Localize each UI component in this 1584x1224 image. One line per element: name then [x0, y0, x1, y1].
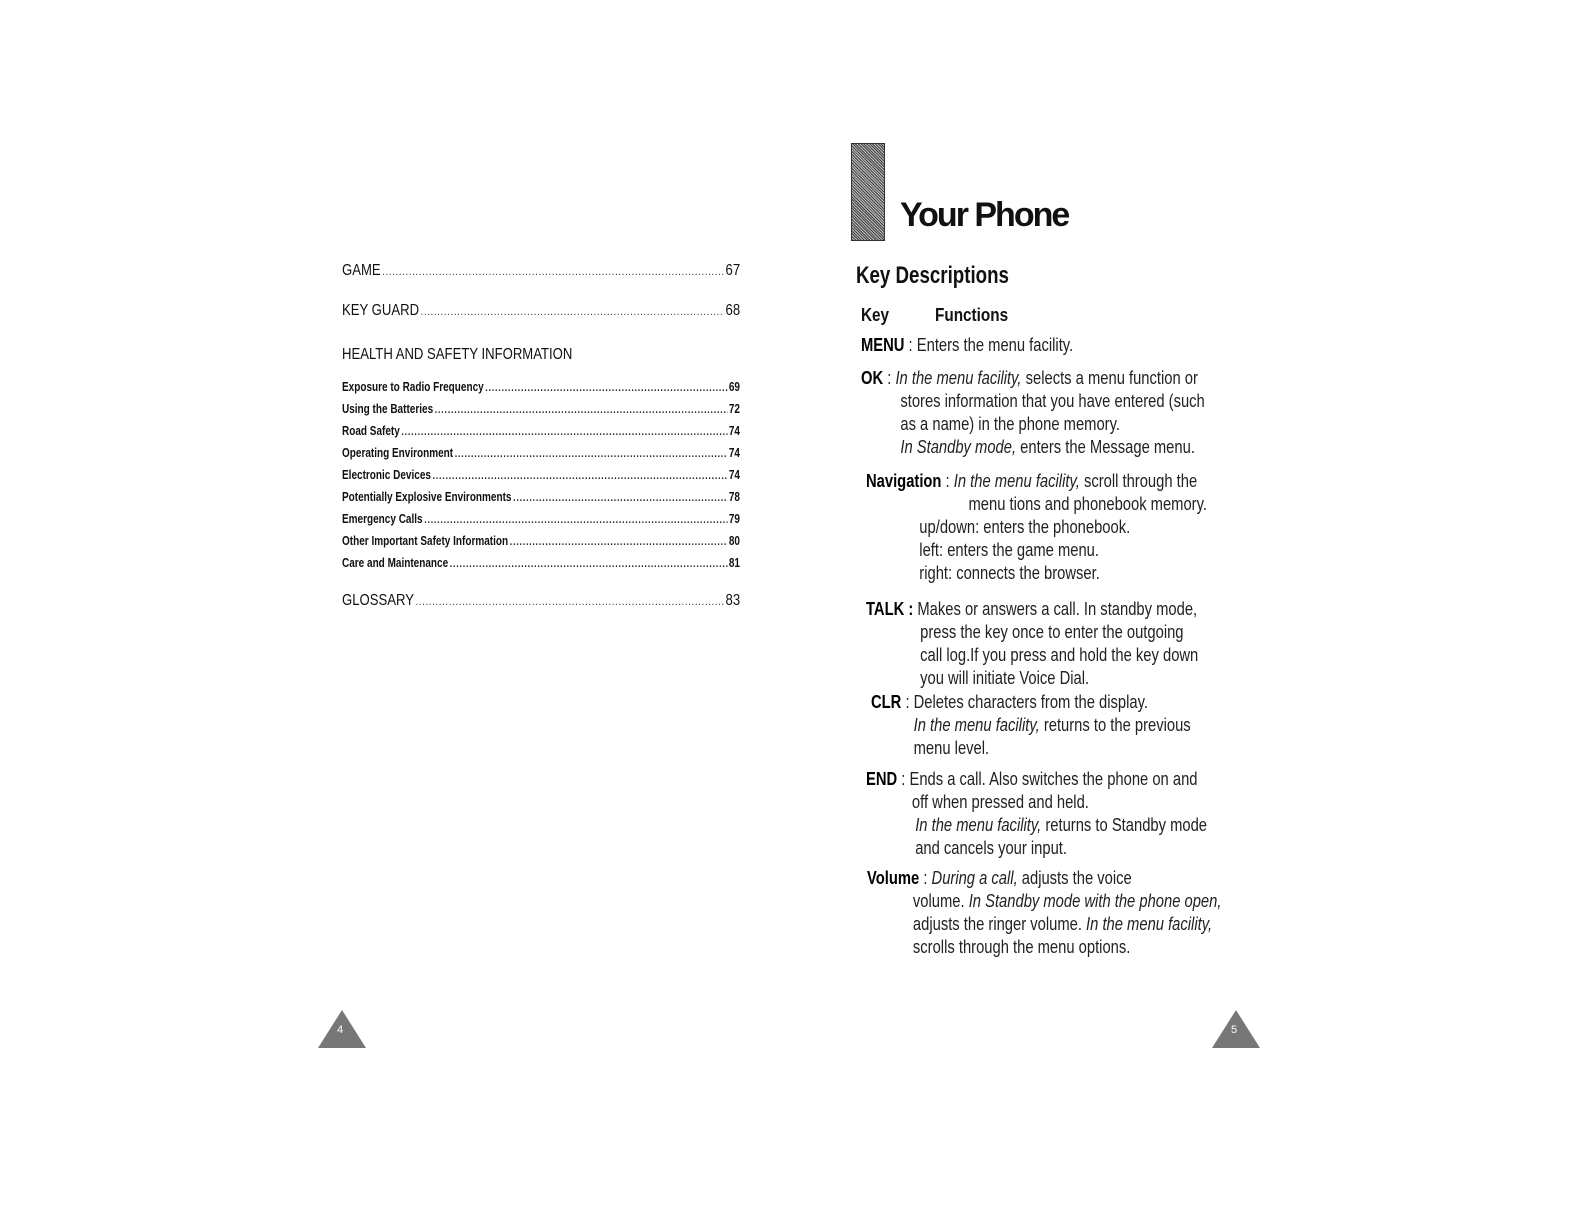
- key-description: Deletes characters from the display.: [913, 692, 1149, 712]
- toc-leader: [435, 399, 728, 420]
- toc-label: Exposure to Radio Frequency: [342, 380, 484, 394]
- toc-label: GAME: [342, 262, 381, 279]
- toc-page: 81: [728, 556, 740, 570]
- key-description: returns to the previous: [1039, 715, 1191, 735]
- key-entry-menu: [861, 334, 1073, 357]
- table-of-contents: [342, 262, 740, 616]
- italic-phrase: In the menu facility,: [913, 715, 1040, 735]
- toc-subentry[interactable]: [342, 464, 740, 486]
- toc-page: 68: [725, 302, 741, 319]
- toc-page: 69: [728, 380, 740, 394]
- key-description-line: up/down: enters the phonebook.: [919, 517, 1131, 537]
- key-description: selects a menu function or: [1021, 368, 1198, 388]
- chapter-tab-bar: [851, 143, 885, 241]
- toc-leader: [485, 377, 727, 398]
- key-name: MENU: [861, 335, 905, 355]
- toc-subentry[interactable]: [342, 442, 740, 464]
- toc-page: 78: [728, 490, 740, 504]
- key-description-line: left: enters the game menu.: [919, 540, 1099, 560]
- toc-page: 72: [728, 402, 740, 416]
- separator: :: [883, 368, 896, 388]
- italic-phrase: In the menu facility,: [1086, 914, 1213, 934]
- key-name: CLR: [871, 692, 902, 712]
- toc-label: Electronic Devices: [342, 468, 431, 482]
- key-entry-end: [866, 768, 1207, 860]
- toc-leader: [401, 421, 727, 442]
- italic-phrase: In the menu facility,: [915, 815, 1042, 835]
- toc-leader: [513, 487, 727, 508]
- key-description-line: and cancels your input.: [915, 838, 1068, 858]
- toc-page: 83: [725, 592, 741, 609]
- toc-leader: [421, 306, 724, 318]
- italic-phrase: In the menu facility,: [895, 368, 1022, 388]
- toc-label: Operating Environment: [342, 446, 454, 460]
- key-description: scroll through the: [1079, 471, 1198, 491]
- italic-phrase: In Standby mode,: [900, 437, 1017, 457]
- toc-subentry[interactable]: [342, 398, 740, 420]
- toc-page: 67: [725, 262, 741, 279]
- key-entry-volume: [867, 867, 1221, 959]
- toc-leader: [424, 509, 727, 530]
- key-name: END: [866, 769, 898, 789]
- key-name: TALK :: [866, 599, 914, 619]
- key-description-line: stores information that you have entered (such: [900, 391, 1205, 411]
- toc-leader: [433, 465, 728, 486]
- key-description-line: off when pressed and held.: [911, 792, 1089, 812]
- toc-subentry[interactable]: [342, 508, 740, 530]
- separator: :: [904, 335, 917, 355]
- key-description: Makes or answers a call. In standby mode,: [913, 599, 1198, 619]
- key-description: adjusts the ringer volume.: [912, 914, 1087, 934]
- key-description-line: menu level.: [913, 738, 990, 758]
- page-number: 4: [337, 1024, 344, 1036]
- key-description-line: press the key once to enter the outgoing: [920, 622, 1184, 642]
- toc-label: KEY GUARD: [342, 302, 420, 319]
- separator: :: [941, 471, 954, 491]
- key-description-line: scrolls through the menu options.: [912, 937, 1131, 957]
- page-number-marker-right: [1212, 1010, 1260, 1048]
- toc-leader: [510, 531, 728, 552]
- key-entry-ok: [861, 367, 1205, 459]
- toc-leader: [450, 553, 728, 574]
- key-entry-clr: [871, 691, 1191, 760]
- toc-subentry[interactable]: [342, 486, 740, 508]
- toc-entry-glossary[interactable]: [342, 592, 740, 616]
- toc-subentry[interactable]: [342, 420, 740, 442]
- separator: :: [901, 692, 914, 712]
- key-description: volume.: [912, 891, 969, 911]
- italic-phrase: In Standby mode with the phone open,: [968, 891, 1222, 911]
- toc-leader: [416, 596, 724, 608]
- column-header-functions: Functions: [935, 305, 1009, 325]
- key-name: Navigation: [866, 471, 942, 491]
- toc-page: 74: [728, 446, 740, 460]
- toc-leader: [382, 266, 724, 278]
- toc-entry-game[interactable]: [342, 262, 740, 286]
- toc-page: 74: [728, 424, 740, 438]
- page-number-marker-left: [318, 1010, 366, 1048]
- key-description-line: menu tions and phonebook memory.: [968, 494, 1207, 514]
- key-description: enters the Message menu.: [1016, 437, 1195, 457]
- italic-phrase: During a call,: [931, 868, 1018, 888]
- separator: :: [897, 769, 910, 789]
- toc-label: Using the Batteries: [342, 402, 434, 416]
- key-description: Enters the menu facility.: [916, 335, 1074, 355]
- toc-label: Care and Maintenance: [342, 556, 449, 570]
- key-name: OK: [861, 368, 884, 388]
- key-description-line: you will initiate Voice Dial.: [920, 668, 1090, 688]
- toc-label: Road Safety: [342, 424, 400, 438]
- toc-label: Potentially Explosive Environments: [342, 490, 512, 504]
- section-title: Key Descriptions: [856, 262, 1009, 289]
- toc-subentry[interactable]: [342, 530, 740, 552]
- separator: :: [919, 868, 932, 888]
- toc-label: Emergency Calls: [342, 512, 423, 526]
- toc-subentry[interactable]: [342, 552, 740, 574]
- toc-entry-key-guard[interactable]: [342, 302, 740, 326]
- key-description-line: right: connects the browser.: [919, 563, 1100, 583]
- key-description-line: call log.If you press and hold the key down: [920, 645, 1199, 665]
- toc-leader: [455, 443, 728, 464]
- key-description: returns to Standby mode: [1041, 815, 1208, 835]
- toc-section-heading: HEALTH AND SAFETY INFORMATION: [342, 346, 573, 363]
- column-header-key: Key: [861, 305, 890, 325]
- key-name: Volume: [867, 868, 920, 888]
- toc-page: 74: [728, 468, 740, 482]
- toc-page: 80: [728, 534, 740, 548]
- toc-page: 79: [728, 512, 740, 526]
- toc-label: GLOSSARY: [342, 592, 414, 609]
- key-description: Ends a call. Also switches the phone on and: [909, 769, 1198, 789]
- page-number: 5: [1231, 1024, 1238, 1036]
- key-entry-talk: [866, 598, 1198, 690]
- toc-subentry[interactable]: [342, 376, 740, 398]
- italic-phrase: In the menu facility,: [953, 471, 1080, 491]
- chapter-title: Your Phone: [900, 196, 1069, 234]
- toc-label: Other Important Safety Information: [342, 534, 509, 548]
- key-entry-navigation: [866, 470, 1207, 585]
- key-description: adjusts the voice: [1017, 868, 1132, 888]
- key-description-line: as a name) in the phone memory.: [900, 414, 1120, 434]
